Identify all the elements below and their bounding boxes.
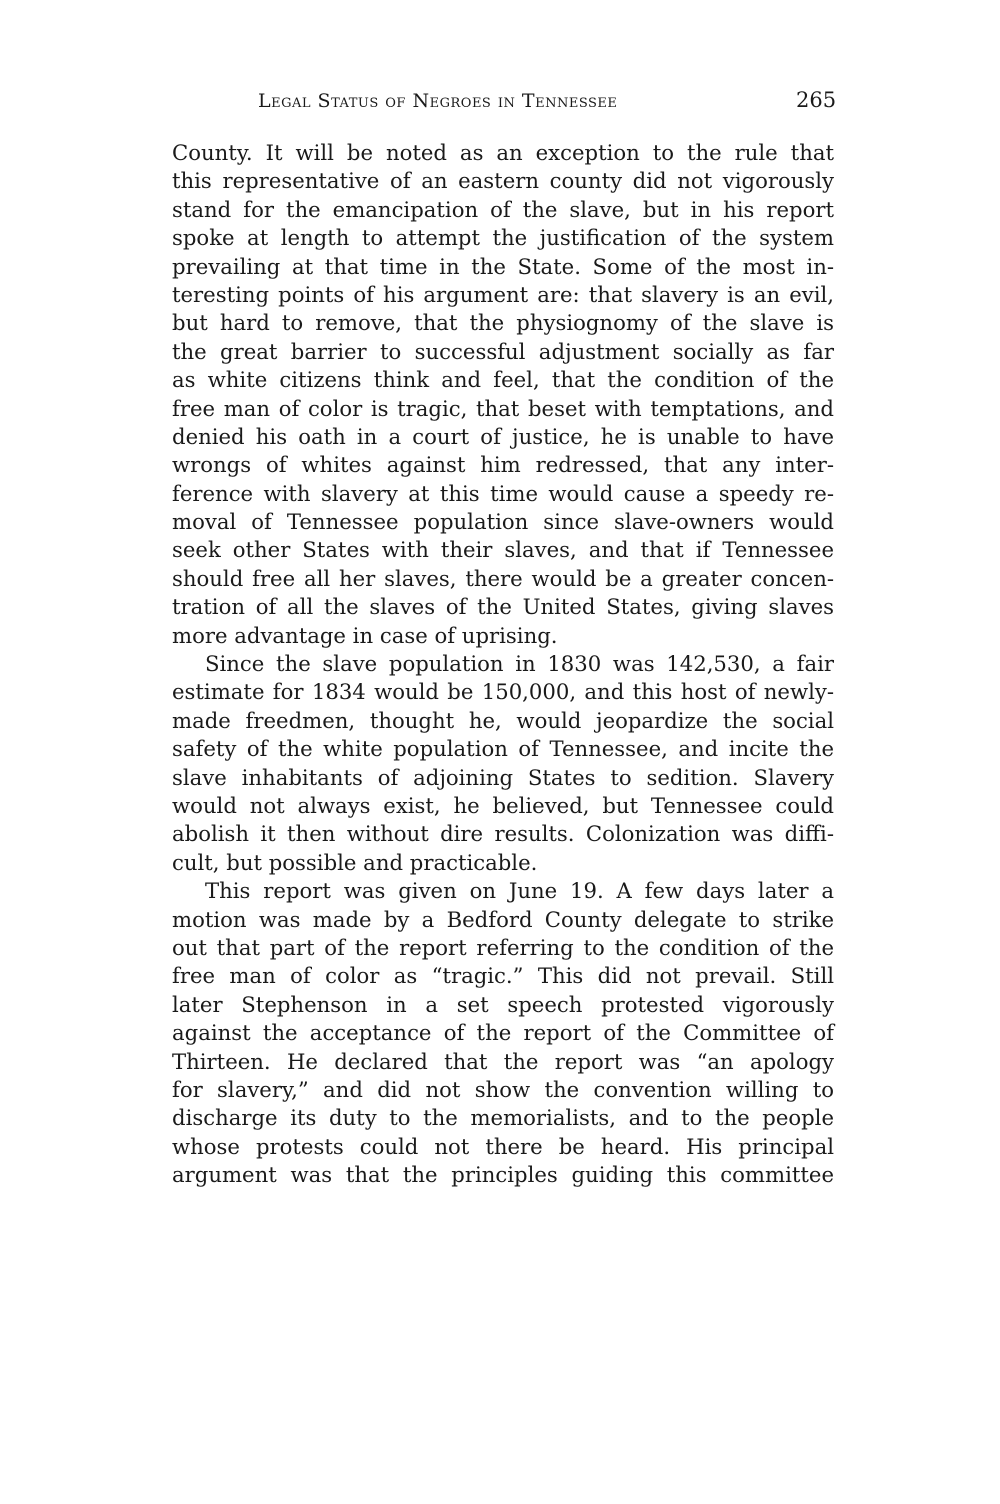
text-line: out that part of the report referring to the condition of the	[172, 934, 834, 960]
text-line: teresting points of his argument are: that slavery is an evil,	[172, 281, 834, 307]
text-line: abolish it then without dire results. Colonization was diffi-	[172, 821, 834, 847]
paragraph	[172, 877, 834, 1189]
text-line: as white citizens think and feel, that the condition of the	[172, 367, 834, 393]
text-line: motion was made by a Bedford County delegate to strike	[172, 906, 834, 932]
text-line: wrongs of whites against him redressed, that any inter-	[172, 452, 834, 478]
text-line: Thirteen. He declared that the report was “an apology	[172, 1048, 834, 1074]
text-line: free man of color is tragic, that beset with temptations, and	[172, 395, 834, 421]
text-line: against the acceptance of the report of the Committee of	[172, 1020, 834, 1046]
text-line: discharge its duty to the memorialists, and to the people	[172, 1105, 834, 1131]
text-line: for slavery,” and did not show the convention willing to	[172, 1076, 834, 1102]
text-line: moval of Tennessee population since slave-owners would	[172, 509, 834, 535]
text-line: cult, but possible and practicable.	[172, 849, 538, 875]
text-line: slave inhabitants of adjoining States to sedition. Slavery	[172, 764, 834, 790]
running-header: Legal Status of Negroes in Tennessee	[258, 90, 618, 112]
text-line: later Stephenson in a set speech protested vigorously	[172, 991, 834, 1017]
text-line: This report was given on June 19. A few days later a	[205, 878, 834, 904]
text-line: more advantage in case of uprising.	[172, 622, 558, 648]
body-text	[172, 139, 834, 1189]
text-line: this representative of an eastern county did not vigorously	[172, 168, 834, 194]
text-line: safety of the white population of Tennessee, and incite the	[172, 736, 834, 762]
text-line: the great barrier to successful adjustment socially as far	[172, 338, 834, 364]
text-line: should free all her slaves, there would be a greater concen-	[172, 565, 834, 591]
text-line: tration of all the slaves of the United States, giving slaves	[172, 594, 834, 620]
text-line: spoke at length to attempt the justification of the system	[172, 225, 834, 251]
text-line: seek other States with their slaves, and that if Tennessee	[172, 537, 834, 563]
text-line: Since the slave population in 1830 was 142,530, a fair	[205, 651, 834, 677]
text-line: made freedmen, thought he, would jeopardize the social	[172, 707, 834, 733]
text-line: denied his oath in a court of justice, he is unable to have	[172, 423, 834, 449]
text-line: argument was that the principles guiding this committee	[172, 1162, 834, 1188]
text-line: ference with slavery at this time would cause a speedy re-	[172, 480, 834, 506]
paragraph	[172, 139, 834, 650]
text-line: but hard to remove, that the physiognomy of the slave is	[172, 310, 834, 336]
text-line: whose protests could not there be heard. His principal	[172, 1133, 834, 1159]
page-number: 265	[796, 88, 837, 112]
text-line: would not always exist, he believed, but Tennessee could	[172, 792, 834, 818]
text-line: County. It will be noted as an exception to the rule that	[172, 140, 834, 165]
text-line: free man of color as “tragic.” This did not prevail. Still	[172, 963, 834, 989]
text-line: prevailing at that time in the State. Some of the most in-	[172, 253, 834, 279]
text-line: estimate for 1834 would be 150,000, and this host of newly-	[172, 679, 834, 705]
text-line: stand for the emancipation of the slave, but in his report	[172, 196, 834, 222]
paragraph	[172, 650, 834, 877]
